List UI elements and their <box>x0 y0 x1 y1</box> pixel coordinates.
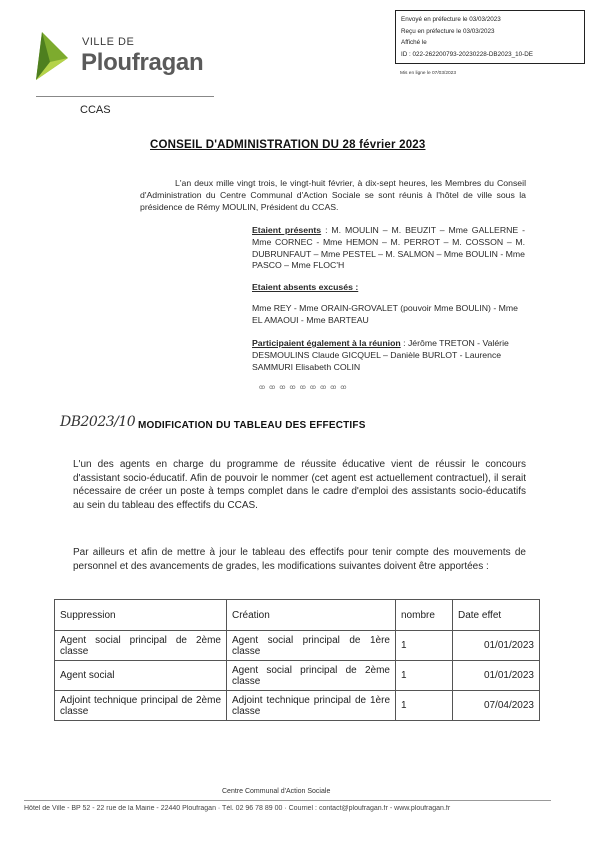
footer-address: Hôtel de Ville - BP 52 - 22 rue de la Mairie - 22440 Ploufragan · Tél. 02 96 78 89 00 · Courriel : contact@ploufragan.fr - www.ploufragan.fr <box>24 805 451 812</box>
ornament-divider: ꝏ ꝏ ꝏ ꝏ ꝏ ꝏ ꝏ ꝏ ꝏ <box>259 385 348 391</box>
intro-paragraph: L'an deux mille vingt trois, le vingt-huit février, à dix-sept heures, les Membres du Conseil d'Administration du Centre Communal d'Action Sociale se sont réunis à l'hôtel de ville sous la présidence de Rémy MOULIN, Président du CCAS. <box>140 178 526 212</box>
ploufragan-logo-icon <box>36 32 68 80</box>
stamp-line: Envoyé en préfecture le 03/03/2023 <box>401 16 501 23</box>
table-row <box>55 691 540 721</box>
logo-ploufragan: Ploufragan <box>81 49 204 76</box>
paragraph-2: Par ailleurs et afin de mettre à jour le tableau des effectifs pour tenir compte des mouvements de personnel et des avancements de grades, les modifications suivantes doivent être apportées : <box>73 547 526 572</box>
header-creation: Création <box>227 600 396 631</box>
cell-creation: Agent social principal de 1ère classe <box>227 631 396 661</box>
section-title: MODIFICATION DU TABLEAU DES EFFECTIFS <box>138 420 366 431</box>
stamp-online-date: Mis en ligne le 07/03/2023 <box>400 71 457 76</box>
header-suppression: Suppression <box>55 600 227 631</box>
footer-org: Centre Communal d'Action Sociale <box>222 788 331 795</box>
prefecture-stamp <box>395 10 585 64</box>
stamp-line: Affiché le <box>401 39 427 47</box>
participants-label: Participaient également à la réunion <box>252 338 401 348</box>
meeting-title: CONSEIL D'ADMINISTRATION DU 28 février 2023 <box>150 139 426 151</box>
absent-list: Mme REY - Mme ORAIN-GROVALET (pouvoir Mme BOULIN) - Mme EL AMAOUI - Mme BARTEAU <box>252 303 518 325</box>
cell-date: 01/01/2023 <box>453 661 540 691</box>
stamp-line: ID : 022-262200793-20230228-DB2023_10-DE <box>401 50 533 58</box>
logo-divider <box>36 96 214 97</box>
table-row <box>55 661 540 691</box>
logo-ville-de: VILLE DE <box>82 36 135 48</box>
present-list: : M. MOULIN – M. BEUZIT – Mme GALLERNE - Mme CORNEC - Mme HEMON – M. PERROT – M. COSSON – M. DUBRUNFAUT – Mme PESTEL – M. SALMON – Mme BOULIN - Mme PASCO – Mme FLOC'H <box>252 225 525 271</box>
table-header-row <box>55 600 540 631</box>
cell-date: 07/04/2023 <box>453 691 540 721</box>
table-row <box>55 631 540 661</box>
cell-nombre: 1 <box>396 631 453 661</box>
deliberation-number: DB2023/10 <box>60 414 136 430</box>
cell-suppression: Adjoint technique principal de 2ème classe <box>55 691 227 721</box>
stamp-line: Reçu en préfecture le 03/03/2023 <box>401 27 495 35</box>
footer-divider <box>24 800 551 801</box>
org-ccas: CCAS <box>80 104 111 116</box>
effectifs-table <box>54 599 540 721</box>
cell-suppression: Agent social <box>55 661 227 691</box>
participants <box>252 338 525 373</box>
cell-suppression: Agent social principal de 2ème classe <box>55 631 227 661</box>
header-nombre: nombre <box>396 600 453 631</box>
cell-creation: Agent social principal de 2ème classe <box>227 661 396 691</box>
header-date: Date effet <box>453 600 540 631</box>
cell-creation: Adjoint technique principal de 1ère classe <box>227 691 396 721</box>
cell-nombre: 1 <box>396 661 453 691</box>
participants-list: : Jérôme TRETON - Valérie DESMOULINS Claude GICQUEL – Danièle BURLOT - Laurence SAMMURI Elisabeth COLIN <box>252 338 509 372</box>
cell-nombre: 1 <box>396 691 453 721</box>
present-label: Etaient présents <box>252 225 322 235</box>
absent-label: Etaient absents excusés : <box>252 282 359 292</box>
attendees-present <box>252 225 525 272</box>
cell-date: 01/01/2023 <box>453 631 540 661</box>
paragraph-1: L'un des agents en charge du programme de réussite éducative vient de réussir le concours d'assistant socio-éducatif. Afin de pouvoir le nommer (cet agent est actuellement contractuel), il serait nécessaire de créer un poste à temps complet dans le cadre d'emploi des assistants socio-éducatifs au sein du tableau des effectifs du CCAS. <box>73 459 526 511</box>
